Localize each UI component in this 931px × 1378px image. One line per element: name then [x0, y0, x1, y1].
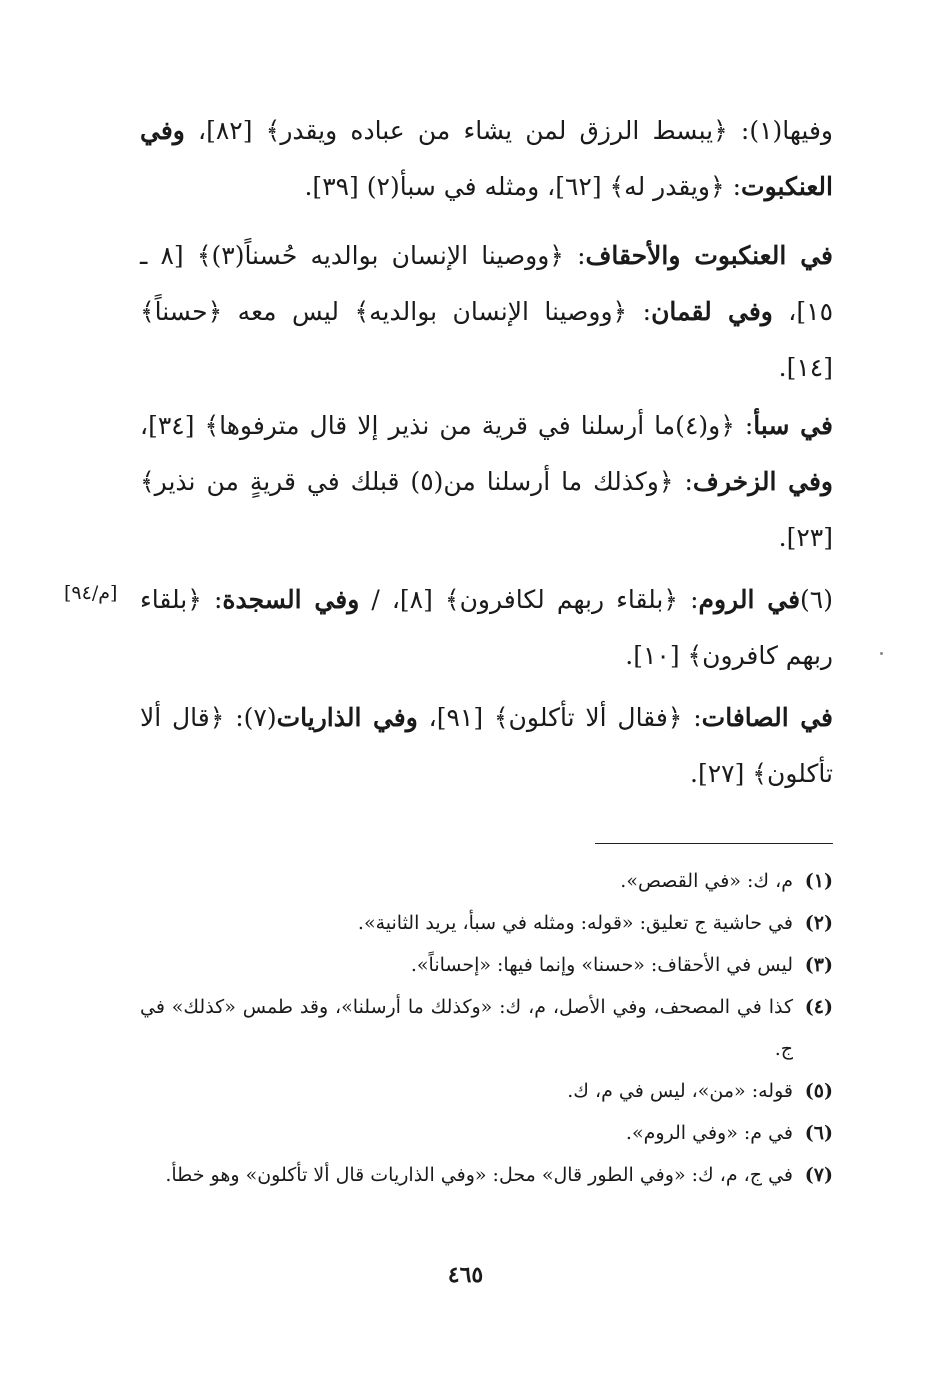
paragraph-4-segment-1: (٦) [800, 585, 833, 614]
footnotes-section [140, 860, 833, 1196]
paragraph-2-segment-2: : ﴿ووصينا الإنسان بوالديه حُسناً(٣)﴾ [٨ ـ ١٥]، [140, 241, 833, 326]
paragraph-1-segment-3: : ﴿ويقدر له﴾ [٦٢]، ومثله في سبأ(٢) [٣٩]. [304, 172, 742, 201]
paragraph-3-segment-4: : ﴿وكذلك ما أرسلنا من(٥) قبلك في قريةٍ من نذير﴾ [٢٣]. [140, 467, 833, 552]
paragraph-4-segment-5: : ﴿بلقاء ربهم كافرون﴾ [١٠]. [140, 585, 833, 670]
paragraph-3 [140, 398, 833, 566]
paragraph-5-segment-4: (٧): ﴿قال ألا تأكلون﴾ [٢٧]. [140, 703, 833, 788]
footnote-separator-rule [595, 843, 833, 844]
paragraph-1-segment-2: وفي العنكبوت [140, 116, 833, 201]
footnote-2 [140, 902, 833, 944]
paragraph-3-segment-3: وفي الزخرف [692, 467, 834, 496]
paragraph-4-segment-3: : ﴿بلقاء ربهم لكافرون﴾ [٨]، / [359, 585, 699, 614]
footnote-1-text: م، ك: «في القصص». [620, 870, 793, 892]
paragraph-5-segment-3: وفي الذاريات [276, 703, 418, 732]
footnote-6-text: في م: «وفي الروم». [625, 1122, 793, 1144]
paragraph-1-segment-1: وفيها(١): ﴿يبسط الرزق لمن يشاء من عباده ويقدر﴾ [٨٢]، [184, 116, 833, 145]
footnote-5 [140, 1070, 833, 1112]
footnote-1 [140, 860, 833, 902]
paragraph-2-segment-3: وفي لقمان [651, 297, 773, 326]
footnote-3 [140, 944, 833, 986]
footnote-4-number: (٤) [804, 996, 833, 1018]
footnote-7 [140, 1154, 833, 1196]
footnote-7-text: في ج، م، ك: «وفي الطور قال» محل: «وفي الذاريات قال ألا تأكلون» وهو خطأ. [165, 1164, 793, 1186]
footnote-5-number: (٥) [804, 1080, 833, 1102]
paragraph-2 [140, 228, 833, 396]
paragraph-2-segment-1: في العنكبوت والأحقاف [585, 241, 833, 270]
paragraph-3-segment-1: في سبأ [753, 411, 833, 440]
paragraph-4-segment-4: وفي السجدة [222, 585, 360, 614]
footnote-4-text: كذا في المصحف، وفي الأصل، م، ك: «وكذلك ما أرسلنا»، وقد طمس «كذلك» في ج. [140, 996, 793, 1060]
footnote-2-text: في حاشية ج تعليق: «قوله: ومثله في سبأ، يريد الثانية». [357, 912, 793, 934]
footnote-7-number: (٧) [804, 1164, 833, 1186]
paragraph-3-segment-2: : ﴿و(٤)ما أرسلنا في قرية من نذير إلا قال مترفوها﴾ [٣٤]، [140, 411, 754, 440]
footnote-1-number: (١) [804, 870, 833, 892]
paragraph-2-segment-4: : ﴿ووصينا الإنسان بوالديه﴾ ليس معه ﴿حسناً﴾ [١٤]. [140, 297, 833, 382]
margin-manuscript-reference: [م/٩٤] [64, 582, 118, 604]
paragraph-5-segment-1: في الصافات [701, 703, 833, 732]
footnote-3-text: ليس في الأحقاف: «حسنا» وإنما فيها: «إحساناً». [410, 954, 793, 976]
footnote-3-number: (٣) [804, 954, 833, 976]
paragraph-1 [140, 103, 833, 215]
paragraph-5-segment-2: : ﴿فقال ألا تأكلون﴾ [٩١]، [417, 703, 702, 732]
paragraph-5 [140, 690, 833, 802]
footnote-2-number: (٢) [804, 912, 833, 934]
footnote-4 [140, 986, 833, 1070]
margin-dot [880, 652, 883, 655]
page-number: ٤٦٥ [447, 1262, 484, 1288]
footnote-6 [140, 1112, 833, 1154]
footnote-6-number: (٦) [804, 1122, 833, 1144]
paragraph-4-segment-2: في الروم [698, 585, 801, 614]
footnote-5-text: قوله: «من»، ليس في م، ك. [567, 1080, 793, 1102]
paragraph-4 [140, 572, 833, 684]
